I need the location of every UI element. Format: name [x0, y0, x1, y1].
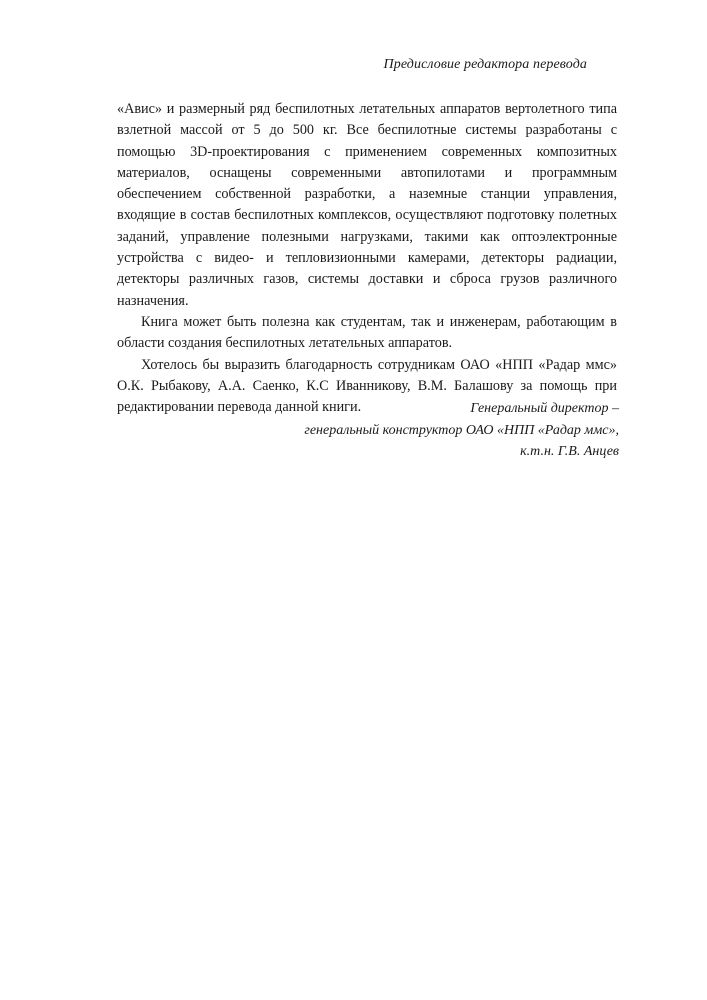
paragraph-acknowledgements: Хотелось бы выразить благодарность сотрудникам ОАО «НПП «Радар ммс» О.К. Рыбакову, А.А. Саенко, К.С Иванникову, В.М. Балашову за помощь при редактировании перевода данной книги.: [117, 356, 617, 416]
signature-organization: генеральный конструктор ОАО «НПП «Радар ммс»,: [304, 422, 619, 438]
signature-position: Генеральный директор –: [470, 401, 619, 416]
paragraph-book-usefulness: Книга может быть полезна как студентам, так и инженерам, работающим в области создания беспилотных летательных аппаратов.: [117, 313, 617, 352]
paragraph-continuation: «Авис» и размерный ряд беспилотных летательных аппаратов вертолетного типа взлетной массой от 5 до 500 кг. Все беспилотные системы разработаны с помощью 3D-проектирования с применением современных композитных материалов, оснащены современными автопилотами и программным обеспечением собственной разработки, а наземные станции управления, входящие в состав беспилотных комплексов, осуществляют подготовку полетных заданий, управление полезными нагрузками, такими как оптоэлектронные устройства с видео- и тепловизионными камерами, детекторы радиации, детекторы различных газов, системы доставки и сброса грузов различного назначения.: [117, 101, 617, 309]
signature-block: [179, 398, 619, 463]
body-text: [117, 99, 617, 418]
signature-name: к.т.н. Г.В. Анцев: [520, 444, 619, 460]
running-header: Предисловие редактора перевода: [383, 57, 587, 72]
